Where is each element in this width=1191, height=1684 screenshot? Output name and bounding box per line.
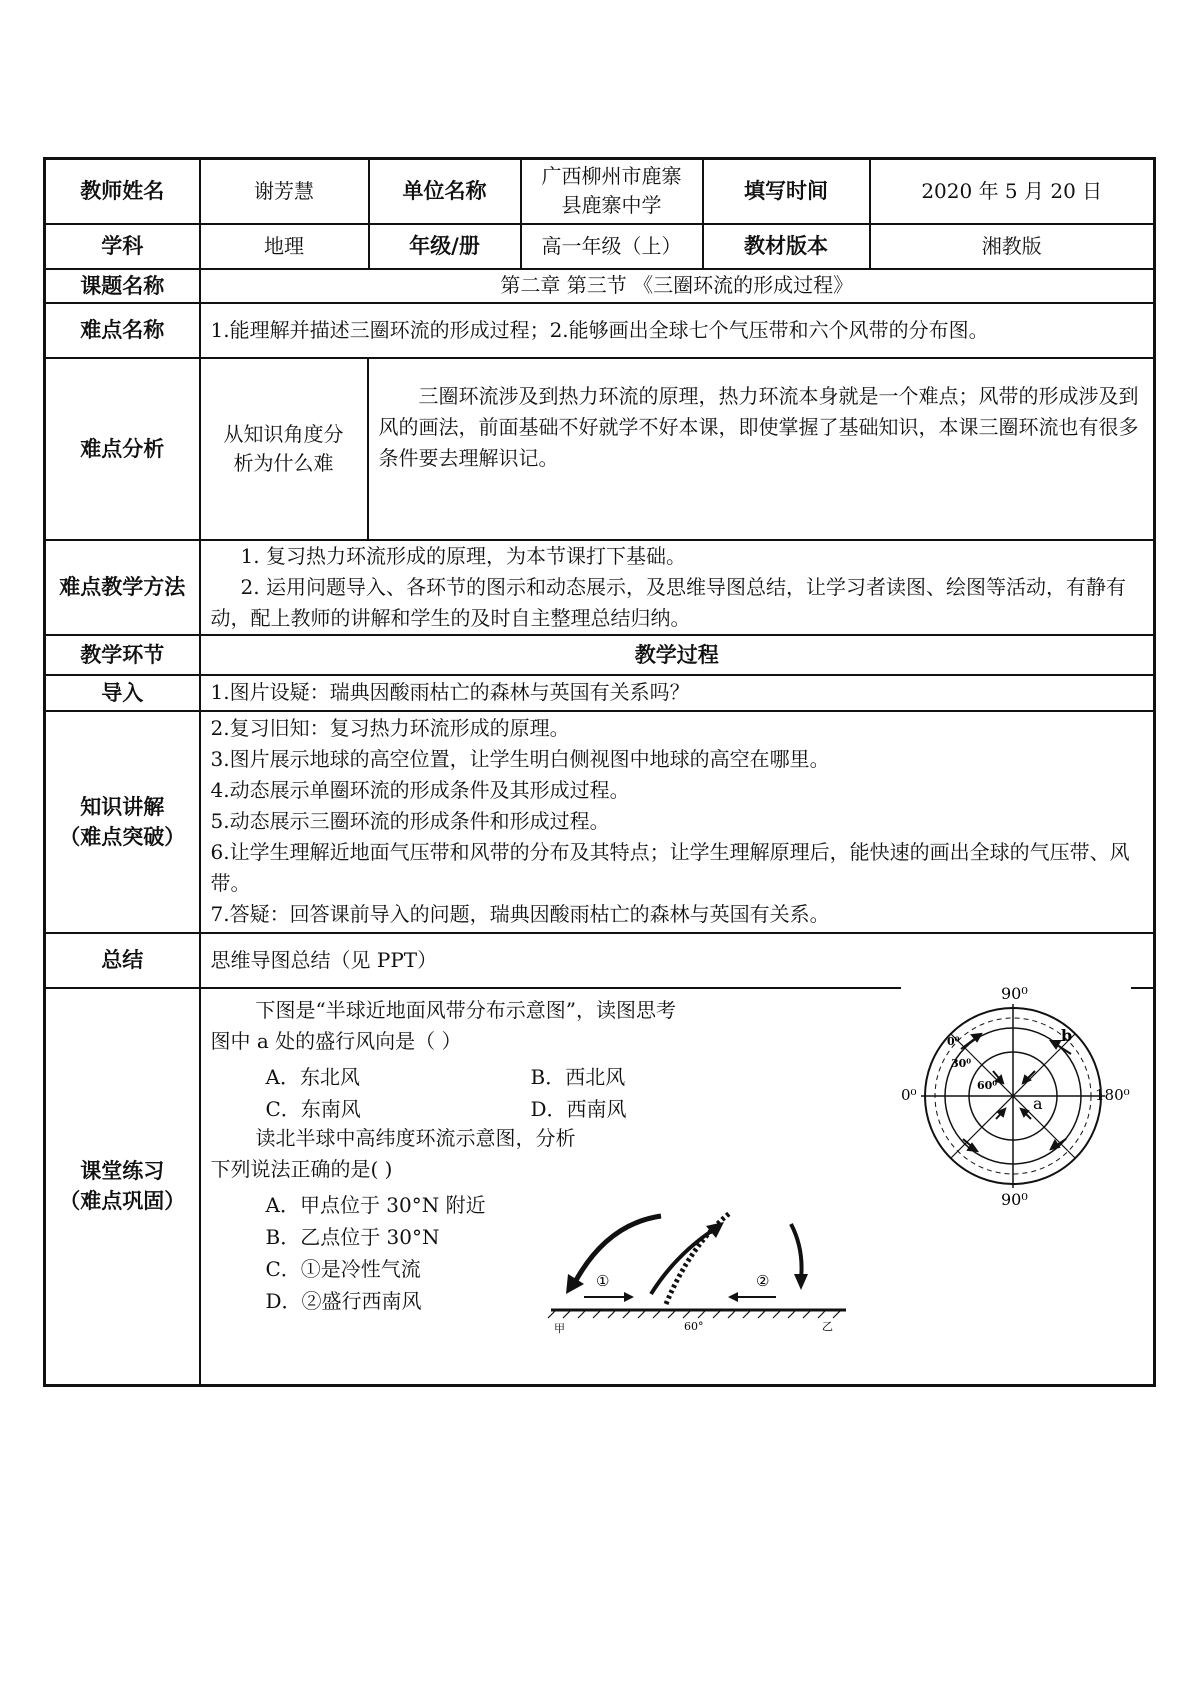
jia-label: 甲 xyxy=(553,1321,565,1335)
point-b-label: b xyxy=(1060,1025,1072,1045)
grade-value: 高一年级（上） xyxy=(521,224,703,269)
edition-label: 教材版本 xyxy=(703,224,870,269)
unit-name xyxy=(521,159,703,224)
analysis-cell xyxy=(200,358,1155,540)
unit-name-line2: 县鹿寨中学 xyxy=(561,193,662,218)
circulation-diagram xyxy=(546,1204,856,1344)
q1-option-c: C．东南风 xyxy=(265,1096,361,1121)
summary-label: 总结 xyxy=(45,933,200,988)
knowledge-list xyxy=(200,711,1155,933)
analysis-label: 难点分析 xyxy=(45,358,200,540)
exercise-area xyxy=(201,983,1154,1384)
knowledge-item: 7.答疑：回答课前导入的问题，瑞典因酸雨枯亡的森林与英国有关系。 xyxy=(210,902,830,926)
flow2-label: ② xyxy=(755,1271,769,1290)
method-value xyxy=(200,540,1155,635)
analysis-sub-label-line2: 析为什么难 xyxy=(233,450,334,475)
teacher-label: 教师姓名 xyxy=(45,159,200,224)
subject-label: 学科 xyxy=(45,224,200,269)
analysis-sub-label-line1: 从知识角度分 xyxy=(223,421,344,446)
process-step-label: 教学环节 xyxy=(45,635,200,675)
diagram1-label-top: 90⁰ xyxy=(1000,983,1028,1003)
intro-label: 导入 xyxy=(45,675,200,711)
wind-belt-diagram xyxy=(901,979,1131,1209)
diagram1-label-bottom: 90⁰ xyxy=(1000,1189,1028,1209)
knowledge-item: 5.动态展示三圈环流的形成条件和形成过程。 xyxy=(210,809,610,833)
right-down-arrowhead xyxy=(794,1274,808,1290)
q1-stem-line1: 下图是“半球近地面风带分布示意图”，读图思考 xyxy=(255,997,676,1022)
knowledge-item: 6.让学生理解近地面气压带和风带的分布及其特点；让学生理解原理后，能快速的画出全球的气压带、风带。 xyxy=(210,840,1130,895)
teacher-name: 谢芳慧 xyxy=(200,159,369,224)
rising-arrow xyxy=(651,1228,716,1294)
knowledge-label-line2: （难点突破） xyxy=(59,824,186,849)
topic-value: 第二章 第三节 《三圈环流的形成过程》 xyxy=(200,269,1155,303)
intro-value: 1.图片设疑：瑞典因酸雨枯亡的森林与英国有关系吗？ xyxy=(200,675,1155,711)
method-item-1: 1. 复习热力环流形成的原理，为本节课打下基础。 xyxy=(240,543,686,568)
method-label: 难点教学方法 xyxy=(45,540,200,635)
edition-value: 湘教版 xyxy=(870,224,1155,269)
q2-option-d: D．②盛行西南风 xyxy=(265,1288,422,1313)
q1-option-d: D．西南风 xyxy=(530,1096,627,1121)
yi-label: 乙 xyxy=(821,1319,833,1333)
right-down-arrow xyxy=(791,1224,802,1279)
q2-stem-line2: 下列说法正确的是( ) xyxy=(210,1156,393,1181)
q2-option-a: A．甲点位于 30°N 附近 xyxy=(265,1192,486,1217)
flow1-label: ① xyxy=(595,1271,609,1290)
lat0-label: 0⁰ xyxy=(946,1034,959,1048)
practice-label-line1: 课堂练习 xyxy=(80,1159,165,1183)
left-arc-arrowhead xyxy=(566,1274,584,1294)
knowledge-item: 2.复习旧知：复习热力环流形成的原理。 xyxy=(210,716,570,740)
diagram1-label-left: 0⁰ xyxy=(900,1085,917,1104)
process-label: 教学过程 xyxy=(200,635,1155,675)
topic-label: 课题名称 xyxy=(45,269,200,303)
unit-name-line1: 广西柳州市鹿寨 xyxy=(541,164,682,189)
point-a-label: a xyxy=(1032,1093,1043,1113)
difficulty-label: 难点名称 xyxy=(45,303,200,358)
summary-value: 思维导图总结（见 PPT） xyxy=(200,933,1155,988)
analysis-text: 三圈环流涉及到热力环流的原理，热力环流本身就是一个难点；风带的形成涉及到风的画法，前面基础不好就学不好本课，即使掌握了基础知识，本课三圈环流也有很多条件要去理解识记。 xyxy=(378,383,1139,470)
practice-cell xyxy=(200,983,1155,1386)
fill-date: 2020 年 5 月 20 日 xyxy=(870,159,1155,224)
practice-label xyxy=(45,988,200,1386)
q1-option-a: A．东北风 xyxy=(265,1064,360,1089)
difficulty-value: 1.能理解并描述三圈环流的形成过程；2.能够画出全球七个气压带和六个风带的分布图。 xyxy=(200,303,1155,358)
grade-label: 年级/册 xyxy=(369,224,521,269)
knowledge-item: 4.动态展示单圈环流的形成条件及其形成过程。 xyxy=(210,778,630,802)
date-label: 填写时间 xyxy=(703,159,870,224)
lesson-plan-table xyxy=(43,157,1156,1387)
q2-option-c: C．①是冷性气流 xyxy=(265,1256,421,1281)
q2-stem-line1: 读北半球中高纬度环流示意图，分析 xyxy=(255,1125,576,1150)
q2-option-b: B．乙点位于 30°N xyxy=(265,1224,440,1249)
q1-stem-line2: 图中 a 处的盛行风向是（ ） xyxy=(210,1028,462,1053)
left-arc-arrow xyxy=(574,1216,661,1284)
lat30-label: 30⁰ xyxy=(950,1056,971,1070)
practice-label-line2: （难点巩固） xyxy=(59,1189,186,1213)
subject-value: 地理 xyxy=(200,224,369,269)
knowledge-item: 3.图片展示地球的高空位置，让学生明白侧视图中地球的高空在哪里。 xyxy=(210,747,830,771)
q1-option-b: B．西北风 xyxy=(530,1064,626,1089)
method-item-2: 2. 运用问题导入、各环节的图示和动态展示，及思维导图总结，让学习者读图、绘图等活动，有静有动，配上教师的讲解和学生的及时自主整理总结归纳。 xyxy=(210,574,1126,630)
analysis-sub-label xyxy=(201,359,368,539)
diagram1-label-right: 180⁰ xyxy=(1094,1085,1130,1104)
lat60-label: 60⁰ xyxy=(976,1078,997,1092)
flow2-arrowhead xyxy=(728,1292,738,1302)
knowledge-label-line1: 知识讲解 xyxy=(80,794,165,819)
flow1-arrowhead xyxy=(624,1292,634,1302)
unit-label: 单位名称 xyxy=(369,159,521,224)
lat60-ground-label: 60° xyxy=(683,1319,703,1333)
knowledge-label xyxy=(45,711,200,933)
